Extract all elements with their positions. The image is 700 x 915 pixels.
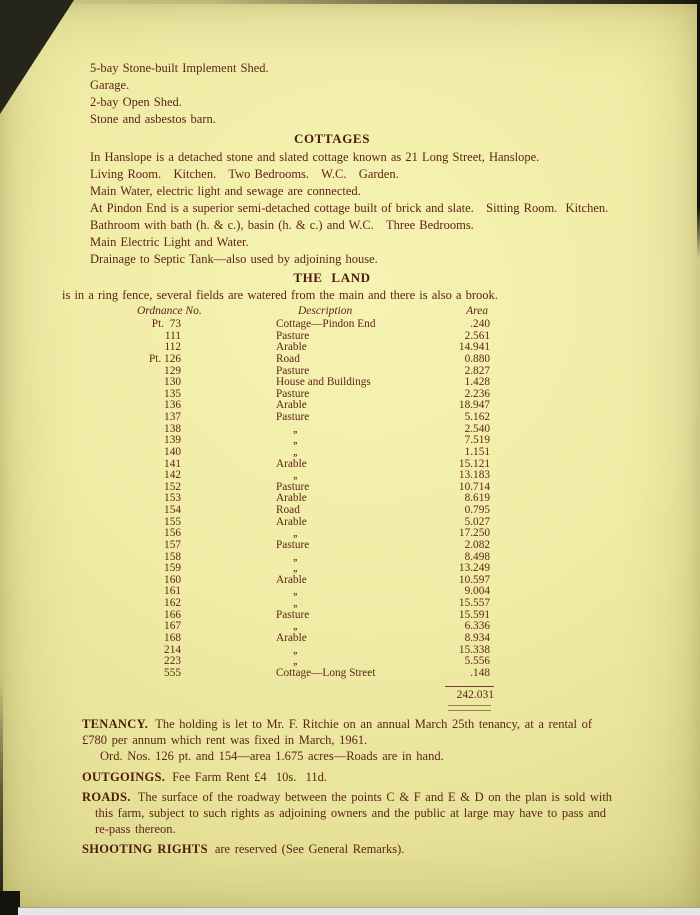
- cell-description: Pasture: [276, 364, 310, 377]
- cell-area: 17.250: [458, 527, 490, 540]
- cell-area: 2.827: [464, 364, 490, 377]
- cell-area: 10.597: [458, 573, 490, 586]
- note-text: are reserved (See General Remarks).: [214, 842, 405, 857]
- cell-area: 1.151: [464, 445, 490, 458]
- table-row: [115, 377, 515, 389]
- table-body: [115, 319, 515, 679]
- cell-description: Pasture: [276, 411, 310, 423]
- cell-description: Pasture: [276, 608, 310, 621]
- cell-ordnance-no: 162: [164, 597, 181, 609]
- land-schedule-table: [115, 305, 515, 679]
- note-line: [82, 841, 642, 857]
- cell-ordnance-no: 111: [164, 329, 181, 342]
- col-header-area: Area: [466, 305, 488, 317]
- table-row: [115, 633, 515, 645]
- cell-area: 13.249: [458, 562, 490, 575]
- note-label: SHOOTING RIGHTS: [82, 842, 208, 857]
- table-row: [115, 447, 515, 459]
- cell-description: Arable: [276, 341, 307, 354]
- cell-ordnance-no: Pt. 126: [148, 352, 181, 365]
- cell-ordnance-no: 129: [164, 364, 181, 377]
- cell-description: Cottage—Pindon End: [276, 318, 376, 330]
- cell-ordnance-no: 160: [164, 573, 181, 586]
- cell-area: 18.947: [458, 399, 490, 412]
- cell-ordnance-no: 155: [164, 515, 181, 528]
- cell-description: ,,: [293, 597, 297, 609]
- note-line: this farm, subject to such rights as adjoining owners and the public at large may have to pass and: [95, 806, 607, 821]
- cell-ordnance-no: 130: [164, 376, 181, 389]
- cell-ordnance-no: Pt. 73: [151, 318, 181, 330]
- cottages-line: In Hanslope is a detached stone and slated cottage known as 21 Long Street, Hanslope.: [90, 150, 540, 164]
- note-outgoings: [82, 769, 642, 785]
- cell-area: 1.428: [464, 376, 490, 389]
- cottages-description: [90, 149, 608, 268]
- cell-area: 2.236: [464, 387, 490, 400]
- cell-description: Arable: [276, 515, 307, 528]
- cell-ordnance-no: 112: [164, 341, 181, 354]
- cell-description: Arable: [276, 573, 307, 586]
- cell-ordnance-no: 135: [164, 387, 181, 400]
- cell-description: ,,: [293, 469, 297, 482]
- table-header-row: [115, 305, 515, 318]
- cell-ordnance-no: 168: [164, 631, 181, 644]
- note-line: [82, 789, 642, 805]
- cell-description: Cottage—Long Street: [276, 666, 376, 679]
- particulars-notes: [82, 716, 642, 862]
- note-label: TENANCY.: [82, 717, 149, 731]
- cell-area: 5.027: [464, 515, 490, 528]
- cell-description: Pasture: [276, 480, 310, 493]
- cell-ordnance-no: 139: [164, 434, 181, 447]
- cottages-line: Main Water, electric light and sewage are connected.: [90, 184, 361, 198]
- cell-ordnance-no: 142: [164, 469, 181, 482]
- cottages-line: Living Room. Kitchen. Two Bedrooms. W.C. Garden.: [90, 167, 399, 181]
- note-line: [82, 769, 642, 785]
- cell-description: ,,: [293, 445, 297, 458]
- cell-area: 2.561: [464, 329, 490, 342]
- cell-description: Road: [276, 504, 300, 516]
- table-row: [115, 412, 515, 424]
- note-label: ROADS.: [82, 789, 131, 804]
- cottages-heading: COTTAGES: [293, 131, 371, 146]
- cell-ordnance-no: 161: [164, 585, 181, 598]
- cottages-line: Bathroom with bath (h. & c.), basin (h. & c.) and W.C. Three Bedrooms.: [90, 218, 474, 232]
- cell-description: ,,: [293, 655, 297, 668]
- scan-edge-left: [0, 680, 3, 915]
- note-line: re-pass thereon.: [95, 822, 176, 837]
- cell-ordnance-no: 157: [164, 538, 181, 551]
- farm-buildings-list: [90, 60, 269, 128]
- cell-area: 5.556: [464, 655, 490, 668]
- building-item: Stone and asbestos barn.: [90, 112, 216, 126]
- cell-ordnance-no: 166: [164, 608, 181, 621]
- cell-description: ,,: [293, 620, 297, 633]
- cell-area: 15.557: [458, 597, 490, 609]
- cell-area: 10.714: [458, 480, 490, 493]
- note-roads: [82, 789, 642, 838]
- cell-area: 0.795: [464, 504, 490, 516]
- cell-description: Arable: [276, 399, 307, 412]
- cell-area: 15.338: [458, 643, 490, 656]
- cell-description: ,,: [293, 527, 297, 540]
- total-rule: [445, 686, 494, 687]
- scan-corner-bottom-left: [0, 891, 20, 915]
- table-row: [115, 470, 515, 482]
- table-row: [115, 598, 515, 610]
- cell-description: Pasture: [276, 538, 310, 551]
- cell-description: ,,: [293, 585, 297, 598]
- note-line: Ord. Nos. 126 pt. and 154—area 1.675 acres—Roads are in hand.: [100, 749, 444, 764]
- cell-description: Pasture: [276, 329, 310, 342]
- cell-area: 5.162: [464, 411, 490, 423]
- cell-ordnance-no: 158: [164, 550, 181, 563]
- cell-area: 15.591: [458, 608, 490, 621]
- building-item: 2-bay Open Shed.: [90, 95, 182, 109]
- cell-ordnance-no: 223: [164, 655, 181, 668]
- note-text: The surface of the roadway between the points C & F and E & D on the plan is sold with: [137, 789, 613, 804]
- scan-edge-top: [0, 0, 700, 4]
- cell-area: 8.498: [464, 550, 490, 563]
- cell-ordnance-no: 159: [164, 562, 181, 575]
- table-row: [115, 505, 515, 517]
- building-item: 5-bay Stone-built Implement Shed.: [90, 61, 269, 75]
- cell-area: 15.121: [458, 457, 490, 470]
- note-text: The holding is let to Mr. F. Ritchie on an annual March 25th tenancy, at a rental of: [155, 717, 592, 731]
- cell-area: 8.934: [464, 631, 490, 644]
- cell-description: Pasture: [276, 387, 310, 400]
- cell-area: 14.941: [458, 341, 490, 354]
- cell-area: 9.004: [464, 585, 490, 598]
- note-shooting-rights: [82, 841, 642, 857]
- cell-ordnance-no: 153: [164, 492, 181, 505]
- note-tenancy: [82, 716, 642, 765]
- cell-ordnance-no: 555: [164, 666, 181, 679]
- cell-description: ,,: [293, 434, 297, 447]
- cell-ordnance-no: 141: [164, 457, 181, 470]
- table-row: [115, 319, 515, 331]
- cell-ordnance-no: 136: [164, 399, 181, 412]
- note-line: £780 per annum which rent was fixed in March, 1961.: [82, 733, 368, 748]
- cell-area: .148: [470, 666, 490, 679]
- cell-area: 6.336: [464, 620, 490, 633]
- land-intro-line: is in a ring fence, several fields are watered from the main and there is also a brook.: [62, 288, 498, 302]
- scan-strip-bottom: [18, 907, 700, 915]
- total-double-rule: [448, 705, 491, 711]
- cell-description: House and Buildings: [276, 376, 371, 389]
- cell-area: 13.183: [458, 469, 490, 482]
- cell-area: 8.619: [464, 492, 490, 505]
- cell-area: 2.540: [464, 422, 490, 435]
- cell-description: ,,: [293, 562, 297, 575]
- cell-ordnance-no: 137: [164, 411, 181, 423]
- cell-ordnance-no: 138: [164, 422, 181, 435]
- cell-description: ,,: [293, 643, 297, 656]
- cell-area: 0.880: [464, 352, 490, 365]
- cell-description: ,,: [293, 422, 297, 435]
- the-land-heading: THE LAND: [293, 270, 371, 285]
- col-header-ordnance-no: Ordnance No.: [137, 305, 202, 317]
- cell-ordnance-no: 154: [164, 504, 181, 516]
- cell-area: .240: [470, 318, 490, 330]
- table-row: [115, 563, 515, 575]
- total-area-value: 242.031: [456, 689, 494, 701]
- table-row: [115, 540, 515, 552]
- table-row: [115, 668, 515, 680]
- table-row: [115, 656, 515, 668]
- col-header-description: Description: [298, 305, 353, 317]
- cell-ordnance-no: 140: [164, 445, 181, 458]
- note-line: [82, 716, 642, 732]
- cell-description: Road: [276, 352, 300, 365]
- table-row: [115, 354, 515, 366]
- note-text: Fee Farm Rent £4 10s. 11d.: [172, 769, 328, 784]
- cell-description: Arable: [276, 631, 307, 644]
- cell-area: 2.082: [464, 538, 490, 551]
- cell-ordnance-no: 214: [164, 643, 181, 656]
- cottages-line: Drainage to Septic Tank—also used by adjoining house.: [90, 252, 378, 266]
- cottages-line: At Pindon End is a superior semi-detached cottage built of brick and slate. Sitting Room. Kitchen.: [90, 201, 609, 215]
- cell-ordnance-no: 152: [164, 480, 181, 493]
- cottages-line: Main Electric Light and Water.: [90, 235, 249, 249]
- cell-ordnance-no: 167: [164, 620, 181, 633]
- building-item: Garage.: [90, 78, 130, 92]
- cell-description: Arable: [276, 457, 307, 470]
- note-label: OUTGOINGS.: [82, 769, 166, 784]
- cell-ordnance-no: 156: [164, 527, 181, 540]
- cell-description: ,,: [293, 550, 297, 563]
- cell-area: 7.519: [464, 434, 490, 447]
- cell-description: Arable: [276, 492, 307, 505]
